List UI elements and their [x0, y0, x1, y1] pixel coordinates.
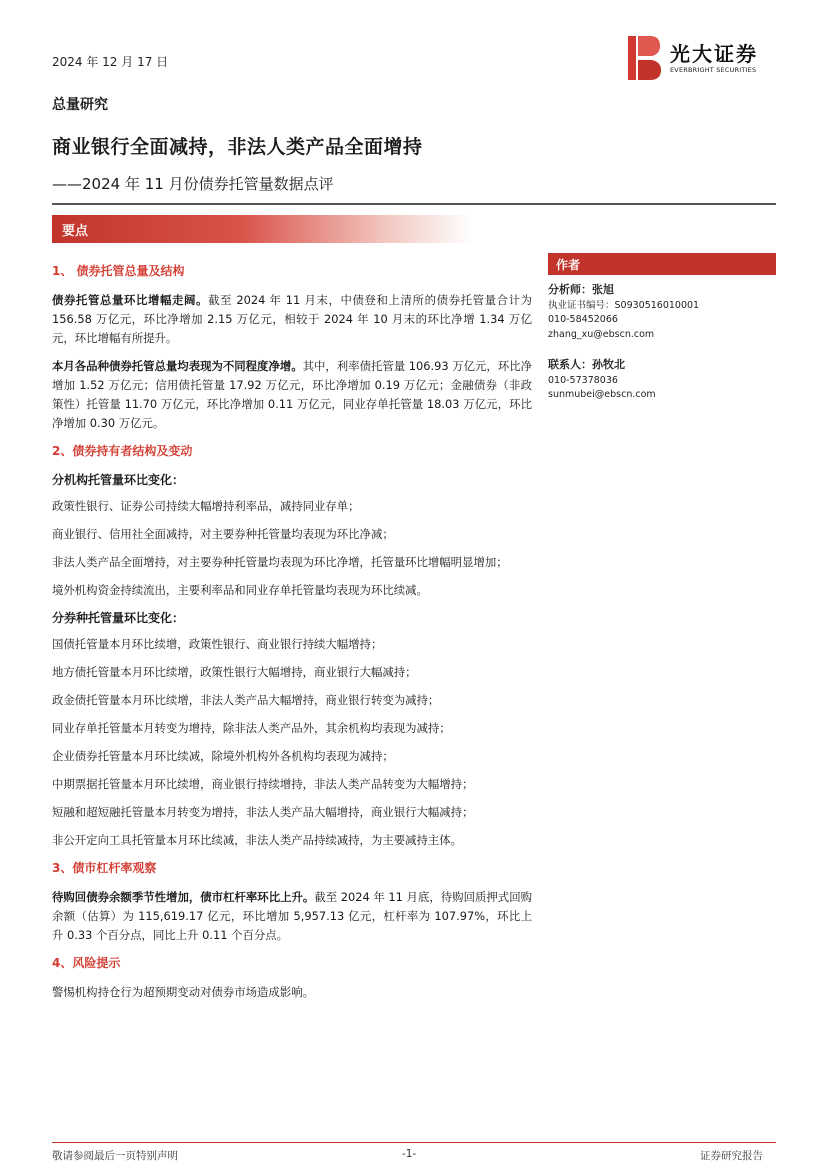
- paragraph: [52, 357, 532, 433]
- subheading: 分券种托管量环比变化：: [52, 611, 185, 625]
- paragraph-lead: 待购回债券余额季节性增加，债市杠杆率环比上升。: [52, 890, 315, 904]
- analyst-phone: 010-58452066: [548, 314, 618, 325]
- list-item: 政金债托管量本月环比续增，非法人类产品大幅增持，商业银行转变为减持；: [52, 693, 440, 707]
- report-category: 总量研究: [52, 97, 108, 113]
- paragraph: [52, 291, 532, 348]
- list-item: 非法人类产品全面增持，对主要券种托管量均表现为环比净增，托管量环比增幅明显增加；: [52, 555, 508, 569]
- author-banner: [548, 253, 776, 275]
- author-banner-label: 作者: [556, 258, 581, 272]
- report-title: 商业银行全面减持，非法人类产品全面增持: [52, 136, 423, 158]
- paragraph-text: 其中，利率债托管量 106.93 万亿元，环比净增加 1.52 万亿元；信用债托管量 17.92 万亿元，环比净增加 0.19 万亿元；金融债券（非政策性）托管量 11.70 万亿元，环比净增加 0.11 万亿元，同业存单托管量 18.03 万亿元，环比净增加 0.30 万亿元。: [52, 359, 532, 430]
- section-heading: 3、债市杠杆率观察: [52, 861, 157, 875]
- paragraph-text: 截至 2024 年 11 月末，中债登和上清所的债券托管量合计为 156.58 万亿元，环比净增加 2.15 万亿元，相较于 2024 年 10 月末的环比净增 1.34 万亿元，环比增幅有所提升。: [52, 293, 532, 345]
- paragraph-text: 警惕机构持仓行为超预期变动对债券市场造成影响。: [52, 985, 314, 999]
- list-item: 非公开定向工具托管量本月环比续减，非法人类产品持续减持，为主要减持主体。: [52, 833, 463, 847]
- paragraph-lead: 本月各品种债券托管总量均表现为不同程度净增。: [52, 359, 303, 373]
- key-points-banner: [52, 215, 472, 243]
- paragraph: [52, 983, 532, 1002]
- contact-phone: 010-57378036: [548, 374, 618, 386]
- analyst-cert: 执业证书编号：S0930516010001: [548, 299, 700, 311]
- page-number: -1-: [402, 1148, 417, 1160]
- paragraph: [52, 888, 532, 945]
- author-info: [548, 283, 776, 403]
- footer-report-type: 证券研究报告: [700, 1150, 763, 1162]
- section-heading: 4、风险提示: [52, 956, 121, 970]
- footer-divider: [52, 1142, 776, 1143]
- list-item: 短融和超短融托管量本月转变为增持，非法人类产品大幅增持，商业银行大幅减持；: [52, 805, 474, 819]
- analyst-name: 分析师：张旭: [548, 283, 614, 296]
- company-logo: [626, 36, 776, 80]
- list-item: 商业银行、信用社全面减持，对主要券种托管量均表现为环比净减；: [52, 527, 394, 541]
- key-points-label: 要点: [62, 224, 89, 239]
- logo-text-cn: 光大证券: [670, 42, 758, 66]
- list-item: 地方债托管量本月环比续增，政策性银行大幅增持，商业银行大幅减持；: [52, 665, 417, 679]
- list-item: 政策性银行、证券公司持续大幅增持利率品，减持同业存单；: [52, 499, 360, 513]
- paragraph-text: 截至 2024 年 11 月底，待购回质押式回购余额（估算）为 115,619.17 亿元，环比增加 5,957.13 亿元，杠杆率为 107.97%，环比上升 0.33 个百分点，同比上升 0.11 个百分点。: [52, 890, 532, 942]
- main-content: [52, 262, 532, 1011]
- section-heading: 1、 债券托管总量及结构: [52, 264, 185, 278]
- analyst-email[interactable]: zhang_xu@ebscn.com: [548, 328, 655, 340]
- list-item: 境外机构资金持续流出，主要利率品和同业存单托管量均表现为环比续减。: [52, 583, 428, 597]
- list-item: 同业存单托管量本月转变为增持，除非法人类产品外，其余机构均表现为减持；: [52, 721, 451, 735]
- title-divider: [52, 203, 776, 205]
- subheading: 分机构托管量环比变化：: [52, 473, 185, 487]
- paragraph-lead: 债券托管总量环比增幅走阔。: [52, 293, 209, 307]
- report-date: 2024 年 12 月 17 日: [52, 55, 169, 69]
- spacer: [548, 342, 776, 358]
- contact-email[interactable]: sunmubei@ebscn.com: [548, 389, 656, 400]
- footer-disclaimer-link[interactable]: 敬请参阅最后一页特别声明: [52, 1150, 178, 1162]
- list-item: 国债托管量本月环比续增，政策性银行、商业银行持续大幅增持；: [52, 637, 383, 651]
- list-item: 企业债券托管量本月环比续减，除境外机构外各机构均表现为减持；: [52, 749, 394, 763]
- everbright-logo-icon: [626, 36, 662, 80]
- logo-text-en: EVERBRIGHT SECURITIES: [670, 66, 757, 74]
- section-heading: 2、债券持有者结构及变动: [52, 444, 193, 458]
- report-subtitle: ——2024 年 11 月份债券托管量数据点评: [52, 175, 334, 193]
- contact-name: 联系人：孙牧北: [548, 358, 625, 371]
- list-item: 中期票据托管量本月环比续增，商业银行持续增持，非法人类产品转变为大幅增持；: [52, 777, 474, 791]
